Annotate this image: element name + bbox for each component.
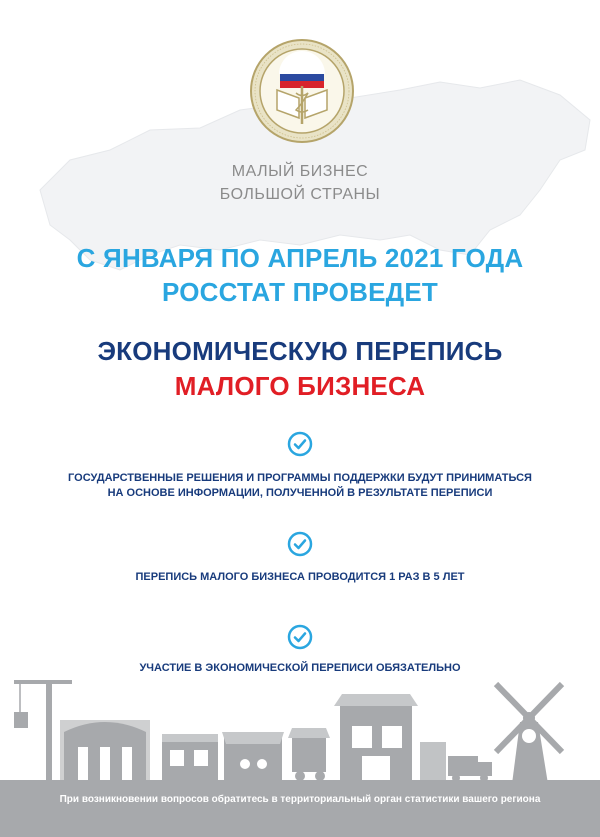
point-2-text: ПЕРЕПИСЬ МАЛОГО БИЗНЕСА ПРОВОДИТСЯ 1 РАЗ В 5 ЛЕТ xyxy=(135,571,465,583)
point-1-line-2: НА ОСНОВЕ ИНФОРМАЦИИ, ПОЛУЧЕННОЙ В РЕЗУЛЬТАТЕ ПЕРЕПИСИ xyxy=(107,487,493,499)
point-1-text xyxy=(0,471,600,501)
headline-census: ЭКОНОМИЧЕСКУЮ ПЕРЕПИСЬ xyxy=(97,336,503,366)
slogan-line-2: БОЛЬШОЙ СТРАНЫ xyxy=(219,186,381,203)
check-circle-icon xyxy=(287,431,313,457)
slogan-line-1: МАЛЫЙ БИЗНЕС xyxy=(231,163,369,180)
headline-dates: С ЯНВАРЯ ПО АПРЕЛЬ 2021 ГОДА xyxy=(76,243,524,273)
check-circle-icon xyxy=(287,531,313,557)
city-skyline-illustration xyxy=(0,672,600,784)
headline-small-business: МАЛОГО БИЗНЕСА xyxy=(174,371,426,401)
point-1-line-1: ГОСУДАРСТВЕННЫЕ РЕШЕНИЯ И ПРОГРАММЫ ПОДДЕРЖКИ БУДУТ ПРИНИМАТЬСЯ xyxy=(68,472,532,484)
point-3-text: УЧАСТИЕ В ЭКОНОМИЧЕСКОЙ ПЕРЕПИСИ ОБЯЗАТЕЛЬНО xyxy=(139,662,461,674)
footer-text: При возникновении вопросов обратитесь в территориальный орган статистики вашего региона xyxy=(59,794,541,805)
rosstat-emblem xyxy=(249,38,355,144)
headline-rosstat: РОССТАТ ПРОВЕДЕТ xyxy=(162,277,438,307)
footer-bar xyxy=(0,784,600,837)
check-circle-icon xyxy=(287,624,313,650)
